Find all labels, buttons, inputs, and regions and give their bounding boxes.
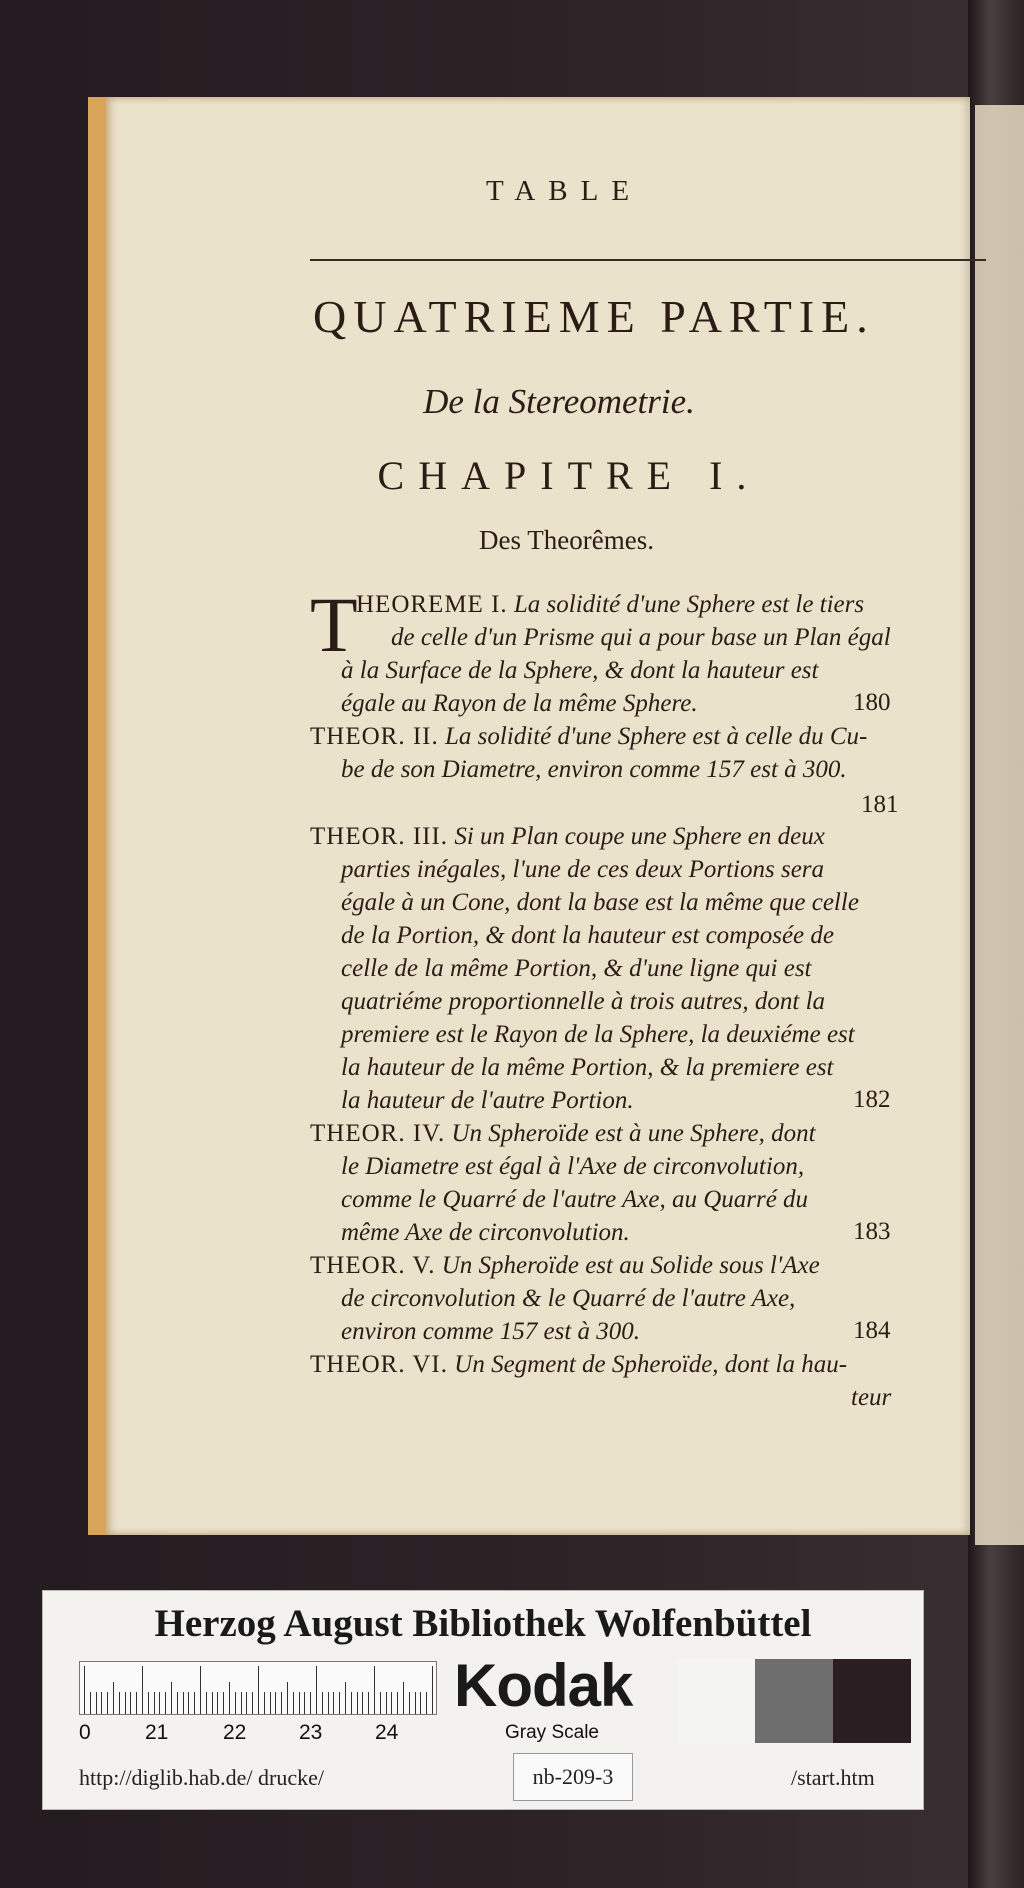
ruler-tick bbox=[351, 1692, 352, 1714]
ruler-tick bbox=[293, 1692, 294, 1714]
ruler-tick bbox=[101, 1692, 102, 1714]
ruler-tick bbox=[432, 1666, 433, 1714]
ruler-tick bbox=[107, 1692, 108, 1714]
toc-entry-line bbox=[310, 724, 867, 749]
ruler-tick bbox=[252, 1692, 253, 1714]
ruler-tick bbox=[380, 1692, 381, 1714]
toc-entry-line: la hauteur de la même Portion, & la premiere est bbox=[341, 1054, 834, 1081]
ruler-tick bbox=[316, 1666, 317, 1714]
ruler-tick bbox=[258, 1666, 259, 1714]
ruler-tick bbox=[229, 1682, 230, 1714]
toc-entry-line: comme le Quarré de l'autre Axe, au Quarré du bbox=[341, 1186, 809, 1213]
entry-text: Un Spheroïde est au Solide sous l'Axe bbox=[441, 1252, 820, 1279]
page-number: 182 bbox=[853, 1086, 891, 1113]
ruler-tick bbox=[409, 1692, 410, 1714]
entry-label: HEOREME I. bbox=[356, 591, 508, 618]
ruler-number: 23 bbox=[299, 1721, 323, 1744]
ruler-tick bbox=[420, 1692, 421, 1714]
subtitle: De la Stereometrie. bbox=[423, 382, 695, 421]
ruler-tick bbox=[130, 1692, 131, 1714]
page-number: 184 bbox=[853, 1317, 891, 1344]
entry-text: La solidité d'une Sphere est à celle du Cu- bbox=[444, 723, 868, 750]
toc-entry-line: de la Portion, & dont la hauteur est composée de bbox=[341, 922, 834, 949]
ruler-tick bbox=[136, 1692, 137, 1714]
ruler-tick bbox=[90, 1692, 91, 1714]
toc-entry-line: de celle d'un Prisme qui a pour base un Plan égal bbox=[391, 624, 891, 651]
grayscale-label: Gray Scale bbox=[505, 1722, 599, 1743]
toc-entry-line bbox=[356, 592, 864, 617]
ruler-tick bbox=[333, 1692, 334, 1714]
chapter-heading: CHAPITRE I. bbox=[377, 453, 761, 498]
ruler-tick bbox=[241, 1692, 242, 1714]
ruler-tick bbox=[270, 1692, 271, 1714]
book-page bbox=[88, 97, 970, 1535]
ruler-tick bbox=[426, 1692, 427, 1714]
ruler-number: 22 bbox=[223, 1721, 247, 1744]
ruler-tick bbox=[125, 1692, 126, 1714]
ruler-tick bbox=[148, 1692, 149, 1714]
ruler-tick bbox=[264, 1692, 265, 1714]
toc-entry-line: égale à un Cone, dont la base est la même que celle bbox=[341, 889, 859, 916]
entry-label: THEOR. IV. bbox=[310, 1120, 446, 1147]
ruler-tick bbox=[415, 1692, 416, 1714]
toc-entry-line: parties inégales, l'une de ces deux Portions sera bbox=[341, 856, 825, 883]
ruler-tick bbox=[368, 1692, 369, 1714]
ruler-tick bbox=[171, 1682, 172, 1714]
ruler-tick bbox=[357, 1692, 358, 1714]
ruler-tick bbox=[299, 1692, 300, 1714]
ruler-tick bbox=[310, 1692, 311, 1714]
ruler-tick bbox=[142, 1666, 143, 1714]
ruler-tick bbox=[96, 1692, 97, 1714]
ruler-tick bbox=[397, 1692, 398, 1714]
toc-entry-line: quatriéme proportionnelle à trois autres, dont la bbox=[341, 988, 826, 1015]
toc-entry-line: la hauteur de l'autre Portion. bbox=[341, 1087, 634, 1114]
ruler-number: 21 bbox=[145, 1721, 169, 1744]
ruler-tick bbox=[403, 1682, 404, 1714]
ruler-tick bbox=[246, 1692, 247, 1714]
drop-cap: T bbox=[310, 581, 358, 668]
entry-text: Un Segment de Spheroïde, dont la hau- bbox=[454, 1351, 848, 1378]
running-head: TABLE bbox=[485, 175, 643, 207]
ruler-number: 0 bbox=[79, 1721, 91, 1744]
table-of-contents bbox=[88, 97, 970, 1535]
ruler-tick bbox=[223, 1692, 224, 1714]
ruler-tick bbox=[206, 1692, 207, 1714]
library-name: Herzog August Bibliothek Wolfenbüttel bbox=[154, 1602, 812, 1645]
entry-label: THEOR. II. bbox=[310, 723, 439, 750]
entry-label: THEOR. VI. bbox=[310, 1351, 449, 1378]
ruler-tick bbox=[287, 1682, 288, 1714]
catchword: teur bbox=[851, 1384, 892, 1411]
toc-entry-line: celle de la même Portion, & d'une ligne qui est bbox=[341, 955, 812, 982]
ruler-tick bbox=[188, 1692, 189, 1714]
page-number: 181 bbox=[861, 791, 899, 818]
ruler-tick bbox=[304, 1692, 305, 1714]
gray-patch-white bbox=[677, 1659, 755, 1743]
ruler-tick bbox=[212, 1692, 213, 1714]
entry-text: Si un Plan coupe une Sphere en deux bbox=[454, 823, 825, 850]
ruler-tick bbox=[345, 1682, 346, 1714]
ruler-number: 24 bbox=[375, 1721, 399, 1744]
part-title: QUATRIEME PARTIE. bbox=[313, 291, 875, 342]
toc-entry-line: environ comme 157 est à 300. bbox=[341, 1318, 641, 1345]
toc-entry-line: premiere est le Rayon de la Sphere, la deuxiéme est bbox=[341, 1021, 855, 1048]
ruler-tick bbox=[84, 1666, 85, 1714]
brand-logo: Kodak bbox=[454, 1652, 633, 1719]
toc-entry-line: égale au Rayon de la même Sphere. bbox=[341, 690, 698, 717]
source-url: http://diglib.hab.de/ drucke/ bbox=[79, 1765, 325, 1790]
gray-patch-black bbox=[833, 1659, 911, 1743]
ruler-tick bbox=[362, 1692, 363, 1714]
ruler-tick bbox=[194, 1692, 195, 1714]
color-target-card bbox=[42, 1590, 924, 1810]
ruler-tick bbox=[391, 1692, 392, 1714]
toc-entry-line bbox=[310, 1121, 816, 1146]
ruler-tick bbox=[322, 1692, 323, 1714]
gray-patch-mid bbox=[755, 1659, 833, 1743]
toc-entry-line: be de son Diametre, environ comme 157 est à 300. bbox=[341, 756, 847, 783]
toc-entry-line: à la Surface de la Sphere, & dont la hauteur est bbox=[341, 657, 819, 684]
ruler-tick bbox=[177, 1692, 178, 1714]
entry-label: THEOR. V. bbox=[310, 1252, 436, 1279]
ruler-tick bbox=[217, 1692, 218, 1714]
shelfmark-box: nb-209-3 bbox=[513, 1753, 633, 1801]
entry-text: Un Spheroïde est à une Sphere, dont bbox=[451, 1120, 816, 1147]
toc-entry-line bbox=[310, 1253, 820, 1278]
measurement-ruler bbox=[79, 1661, 437, 1715]
source-url-suffix: /start.htm bbox=[791, 1765, 875, 1790]
ruler-tick bbox=[235, 1692, 236, 1714]
page-number: 180 bbox=[853, 689, 891, 716]
toc-entry-line bbox=[310, 824, 825, 849]
ruler-tick bbox=[374, 1666, 375, 1714]
toc-entry-line: de circonvolution & le Quarré de l'autre Axe, bbox=[341, 1285, 796, 1312]
ruler-tick bbox=[183, 1692, 184, 1714]
ruler-tick bbox=[119, 1692, 120, 1714]
ruler-tick bbox=[113, 1682, 114, 1714]
ruler-tick bbox=[328, 1692, 329, 1714]
ruler-tick bbox=[339, 1692, 340, 1714]
ruler-tick bbox=[275, 1692, 276, 1714]
ruler-tick bbox=[281, 1692, 282, 1714]
ruler-tick bbox=[159, 1692, 160, 1714]
ruler-tick bbox=[200, 1666, 201, 1714]
ruler-tick bbox=[386, 1692, 387, 1714]
toc-entry-line: même Axe de circonvolution. bbox=[341, 1219, 630, 1246]
ruler-tick bbox=[154, 1692, 155, 1714]
page-number: 183 bbox=[853, 1218, 891, 1245]
toc-entry-line bbox=[310, 1352, 847, 1377]
entry-label: THEOR. III. bbox=[310, 823, 449, 850]
section-heading: Des Theorêmes. bbox=[479, 525, 654, 555]
entry-text: La solidité d'une Sphere est le tiers bbox=[513, 591, 865, 618]
toc-entry-line: le Diametre est égal à l'Axe de circonvolution, bbox=[341, 1153, 805, 1180]
ruler-tick bbox=[165, 1692, 166, 1714]
